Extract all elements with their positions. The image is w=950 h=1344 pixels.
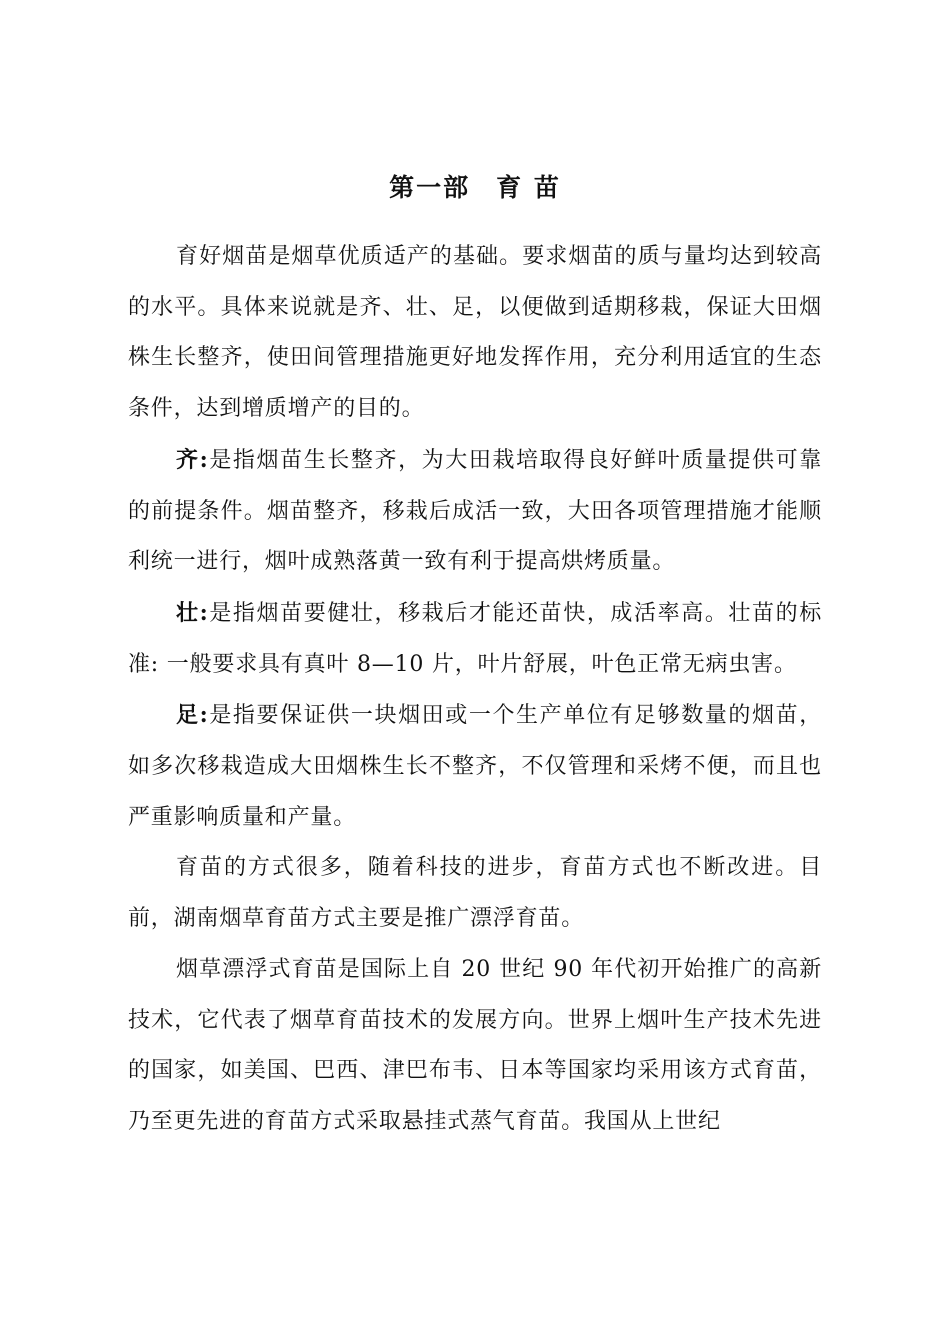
paragraph-text: 烟草漂浮式育苗是国际上自 20 世纪 90 年代初开始推广的高新技术，它代表了烟草育苗技术的发展方向。世界上烟叶生产技术先进的国家，如美国、巴西、津巴布韦、日本等国家均采用该方式育苗，乃至更先进的育苗方式采取悬挂式蒸气育苗。我国从上世纪 bbox=[128, 956, 822, 1134]
paragraph-text: 是指烟苗生长整齐，为大田栽培取得良好鲜叶质量提供可靠的前提条件。烟苗整齐，移栽后成活一致，大田各项管理措施才能顺利统一进行，烟叶成熟落黄一致有利于提高烘烤质量。 bbox=[128, 447, 822, 575]
paragraph-intro bbox=[128, 232, 822, 435]
paragraph-floating bbox=[128, 945, 822, 1148]
paragraph-lead-zu: 足: bbox=[176, 702, 209, 729]
paragraph-lead-zhuang: 壮: bbox=[176, 599, 209, 626]
paragraph-text: 育好烟苗是烟草优质适产的基础。要求烟苗的质与量均达到较高的水平。具体来说就是齐、壮、足，以便做到适期移栽，保证大田烟株生长整齐，使田间管理措施更好地发挥作用，充分利用适宜的生态条件，达到增质增产的目的。 bbox=[128, 244, 822, 422]
paragraph-lead-qi: 齐: bbox=[176, 446, 209, 473]
title-part: 第一部 bbox=[389, 173, 471, 202]
paragraph-text: 是指要保证供一块烟田或一个生产单位有足够数量的烟苗，如多次移栽造成大田烟株生长不整齐，不仅管理和采烤不便，而且也严重影响质量和产量。 bbox=[128, 703, 822, 830]
paragraph-zhuang bbox=[128, 588, 822, 690]
page-title bbox=[0, 168, 950, 208]
paragraph-methods bbox=[128, 843, 822, 944]
paragraph-text: 育苗的方式很多，随着科技的进步，育苗方式也不断改进。目前，湖南烟草育苗方式主要是推广漂浮育苗。 bbox=[128, 855, 822, 932]
paragraph-qi bbox=[128, 435, 822, 588]
title-topic: 育 苗 bbox=[496, 173, 561, 202]
paragraph-zu bbox=[128, 690, 822, 843]
body-text bbox=[128, 232, 822, 1148]
paragraph-text: 是指烟苗要健壮，移栽后才能还苗快，成活率高。壮苗的标准: 一般要求具有真叶 8—10 片，叶片舒展，叶色正常无病虫害。 bbox=[128, 600, 822, 677]
